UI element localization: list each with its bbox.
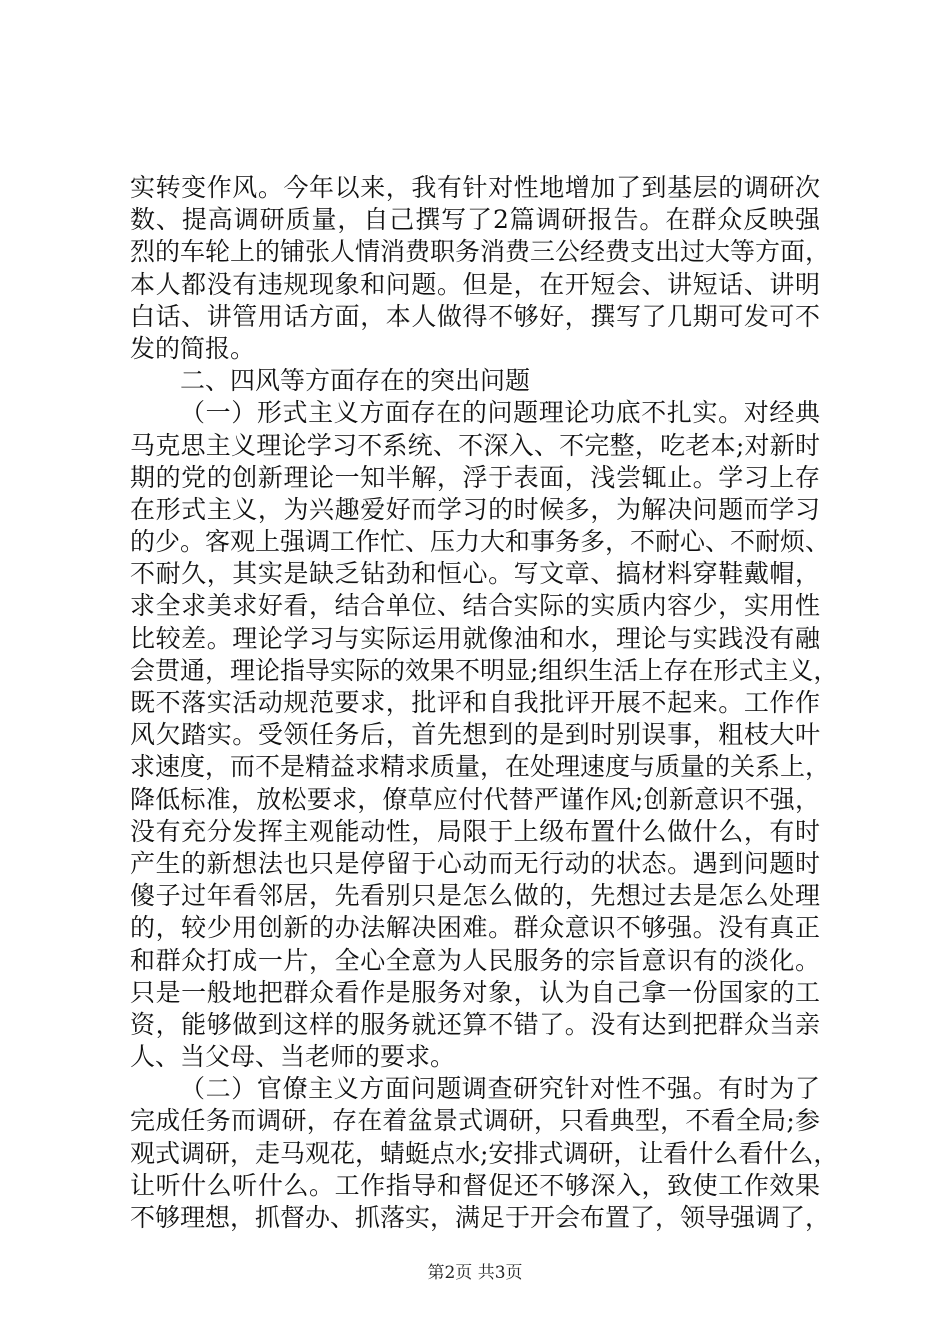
text-line: （一）形式主义方面存在的问题理论功底不扎实。对经典	[180, 398, 820, 428]
text-line: 既不落实活动规范要求，批评和自我批评开展不起来。工作作	[130, 688, 820, 717]
text-line: （二）官僚主义方面问题调查研究针对性不强。有时为了	[180, 1074, 820, 1104]
text-line: 马克思主义理论学习不系统、不深入、不完整，吃老本;对新时	[130, 430, 820, 460]
text-line: 观式调研，走马观花，蜻蜓点水;安排式调研，让看什么看什么，	[130, 1138, 839, 1168]
page-number: 第2页 共3页	[427, 1263, 523, 1283]
text-line: 发的简报。	[130, 333, 256, 363]
section-heading: 二、四风等方面存在的突出问题	[180, 366, 531, 396]
text-line: 和群众打成一片，全心全意为人民服务的宗旨意识有的淡化。	[130, 945, 820, 975]
text-line: 资，能够做到这样的服务就还算不错了。没有达到把群众当亲	[130, 1009, 820, 1039]
text-line: 傻子过年看邻居，先看别只是怎么做的，先想过去是怎么处理	[130, 881, 820, 911]
text-line: 风欠踏实。受领任务后，首先想到的是到时别误事，粗枝大叶	[130, 720, 820, 750]
text-line: 没有充分发挥主观能动性，局限于上级布置什么做什么，有时	[130, 816, 820, 846]
text-line: 完成任务而调研，存在着盆景式调研，只看典型，不看全局;参	[130, 1106, 820, 1136]
text-line: 数、提高调研质量，自己撰写了2篇调研报告。在群众反映强	[130, 205, 820, 235]
text-line: 期的党的创新理论一知半解，浮于表面，浅尝辄止。学习上存	[130, 462, 820, 492]
text-line: 只是一般地把群众看作是服务对象，认为自己拿一份国家的工	[130, 977, 820, 1007]
text-line: 人、当父母、当老师的要求。	[130, 1042, 456, 1072]
text-line: 让听什么听什么。工作指导和督促还不够深入，致使工作效果	[130, 1170, 820, 1200]
text-line: 会贯通，理论指导实际的效果不明显;组织生活上存在形式主义，	[130, 655, 839, 685]
text-line: 比较差。理论学习与实际运用就像油和水，理论与实践没有融	[130, 623, 820, 653]
text-line: 降低标准，放松要求，僚草应付代替严谨作风;创新意识不强，	[130, 784, 820, 814]
text-line: 的，较少用创新的办法解决困难。群众意识不够强。没有真正	[130, 913, 820, 943]
text-line: 产生的新想法也只是停留于心动而无行动的状态。遇到问题时	[130, 848, 820, 878]
text-line: 不耐久，其实是缺乏钻劲和恒心。写文章、搞材料穿鞋戴帽，	[130, 559, 820, 589]
text-line: 实转变作风。今年以来，我有针对性地增加了到基层的调研次	[130, 173, 820, 202]
text-line: 本人都没有违规现象和问题。但是，在开短会、讲短话、讲明	[130, 269, 820, 299]
text-line: 求全求美求好看，结合单位、结合实际的实质内容少，实用性	[130, 591, 820, 621]
text-line: 不够理想，抓督办、抓落实，满足于开会布置了，领导强调了，	[130, 1203, 831, 1232]
text-line: 在形式主义，为兴趣爱好而学习的时候多，为解决问题而学习	[130, 494, 820, 524]
document-body	[130, 172, 839, 1234]
text-line: 求速度，而不是精益求精求质量，在处理速度与质量的关系上，	[130, 752, 831, 782]
text-line: 烈的车轮上的铺张人情消费职务消费三公经费支出过大等方面，	[130, 237, 831, 267]
text-line: 白话、讲管用话方面，本人做得不够好，撰写了几期可发可不	[130, 301, 820, 331]
text-line: 的少。客观上强调工作忙、压力大和事务多，不耐心、不耐烦、	[130, 527, 831, 557]
